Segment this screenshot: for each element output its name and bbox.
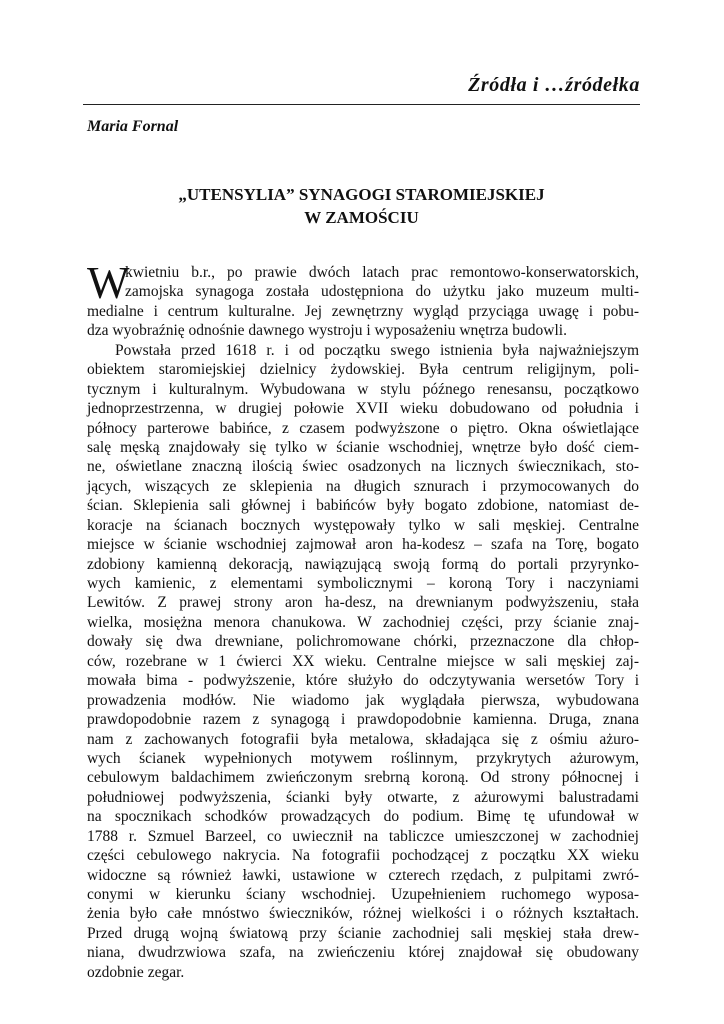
body-line: nam z zachowanych fotografii była metalowa, składająca się z ośmiu ażuro- — [87, 730, 639, 748]
article-body — [87, 258, 639, 982]
body-line: jących, wiszących ze sklepienia na długich sznurach i przymocowanych do — [87, 477, 639, 495]
body-line: kwietniu b.r., po prawie dwóch latach prac remontowo-konserwatorskich, — [125, 264, 639, 281]
body-line: mowała bima - podwyższenie, które służyło do odczytywania wersetów Tory i — [87, 672, 639, 690]
body-line: tycznym i kulturalnym. Wybudowana w stylu późnego renesansu, początkowo — [87, 380, 639, 398]
body-line: północy parterowe babińce, z czasem podwyższone o piętro. Okna oświetlające — [87, 419, 639, 437]
body-line: widoczne są również ławki, ustawione w czterech rzędach, z pulpitami zwró- — [87, 866, 639, 884]
body-line: conymi w kierunku ściany wschodniej. Uzupełnieniem ruchomego wyposa- — [87, 886, 639, 903]
body-line: wych ścianek wypełnionych motywem roślinnym, przykrytych ażurowym, — [87, 749, 639, 767]
body-line: prawdopodobnie razem z synagogą i prawdopodobnie kamienna. Druga, znana — [87, 711, 639, 729]
author-name: Maria Fornal — [87, 118, 179, 135]
body-line: na spocznikach schodków prowadzących do podium. Bimę tę ufundował w — [87, 808, 639, 826]
body-line: ne, oświetlane znaczną ilością świec osadzonych na licznych świecznikach, sto- — [87, 458, 639, 476]
running-head: Źródła i …źródełka — [468, 74, 640, 96]
body-line: ścian. Sklepienia sali głównej i babińców były bogato zdobione, natomiast de- — [87, 497, 639, 515]
body-line: ozdobnie zegar. — [87, 963, 185, 981]
article-title — [83, 183, 640, 229]
body-line: dowały się dwa drewniane, polichromowane chórki, przeznaczone dla chłop- — [87, 633, 639, 651]
body-line: Powstała przed 1618 r. i od początku swego istnienia była najważniejszym — [115, 341, 639, 359]
body-line: części cebulowego nakrycia. Na fotografii pochodzącej z początku XX wieku — [87, 847, 639, 865]
body-line: medialne i centrum kulturalne. Jej zewnętrzny wygląd przyciąga uwagę i pobu- — [87, 302, 639, 320]
body-line: Lewitów. Z prawej strony aron ha-desz, na drewnianym podwyższeniu, stała — [87, 594, 639, 612]
body-line: wielka, mosiężna menora chanukowa. W zachodniej części, przy ścianie znaj- — [87, 613, 639, 631]
body-line: jednoprzestrzenna, w drugiej połowie XVII wieku dobudowano od południa i — [87, 400, 639, 418]
drop-cap: W — [87, 258, 130, 308]
body-line: cebulowym baldachimem zwieńczonym srebrną koroną. Od strony północnej i — [87, 769, 639, 787]
body-line: Przed drugą wojną światową przy ścianie zachodniej sali męskiej stała drew- — [87, 924, 639, 942]
body-line: salę męską znajdowały się tylko w ścianie wschodniej, wnętrze było dość ciem- — [87, 438, 639, 456]
header-rule — [83, 104, 640, 105]
title-line-2: W ZAMOŚCIU — [304, 208, 419, 227]
body-line: niana, dwudrzwiowa szafa, na zwieńczeniu której znajdował się obudowany — [87, 944, 639, 962]
body-line: 1788 r. Szmuel Barzeel, co uwiecznił na tabliczce umieszczonej w zachodniej — [87, 827, 639, 845]
body-line: prowadzenia modłów. Nie wiadomo jak wyglądała pierwsza, wybudowana — [87, 691, 639, 709]
body-line: ców, rozebrane w 1 ćwierci XX wieku. Centralne miejsce w sali męskiej zaj- — [87, 652, 639, 670]
body-line: zamojska synagoga została udostępniona do użytku jako muzeum multi- — [125, 283, 639, 301]
body-line: żenia było całe mnóstwo świeczników, różnej wielkości i o różnych kształtach. — [87, 905, 639, 923]
body-line: koracje na ścianach bocznych występowały tylko w sali męskiej. Centralne — [87, 516, 639, 534]
body-line: miejsce w ścianie wschodniej zajmował aron ha-kodesz – szafa na Torę, bogato — [87, 536, 639, 554]
body-line: wych kamienic, z elementami symbolicznymi – koroną Tory i naczyniami — [87, 575, 639, 592]
body-line: południowej podwyższenia, ścianki były otwarte, z ażurowymi balustradami — [87, 788, 639, 806]
body-line: dza wyobraźnię odnośnie dawnego wystroju i wyposażeniu wnętrza budowli. — [87, 322, 567, 340]
body-line: obiektem staromiejskiej dzielnicy żydowskiej. Była centrum religijnym, poli- — [87, 361, 639, 379]
title-line-1: „UTENSYLIA” SYNAGOGI STAROMIEJSKIEJ — [178, 185, 545, 204]
body-line: zdobiony kamienną dekoracją, nawiązującą swoją formą do portali przyrynko- — [87, 555, 639, 573]
